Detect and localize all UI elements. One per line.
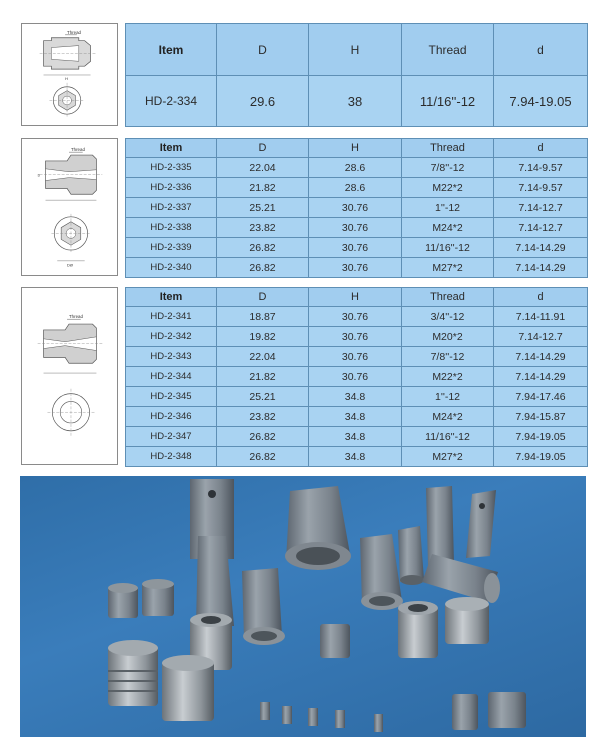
header-thread: Thread (402, 288, 494, 307)
cell-h: 28.6 (309, 158, 402, 178)
table-row (126, 258, 588, 278)
table-row (126, 407, 588, 427)
cell-item: HD-2-346 (126, 407, 217, 427)
table-row (126, 178, 588, 198)
header-h: H (309, 139, 402, 158)
cell-d-inner: 7.14-14.29 (494, 367, 588, 387)
cell-h: 30.76 (309, 307, 402, 327)
product-photo (20, 476, 586, 737)
nozzle-horizontal (422, 554, 500, 603)
cell-d-inner: 7.14-9.57 (494, 178, 588, 198)
cell-thread: M27*2 (402, 258, 494, 278)
cell-d-outer: 26.82 (217, 427, 309, 447)
header-item: Item (126, 139, 217, 158)
cell-d-outer: 19.82 (217, 327, 309, 347)
header-d-inner: d (494, 288, 588, 307)
cell-item: HD-2-335 (126, 158, 217, 178)
cell-item: HD-2-337 (126, 198, 217, 218)
table-row (126, 198, 588, 218)
table-header-row (126, 139, 588, 158)
nozzle-medium-2 (360, 534, 403, 610)
cell-item: HD-2-338 (126, 218, 217, 238)
cell-d-outer: 18.87 (217, 307, 309, 327)
threaded-fitting-1 (398, 601, 438, 658)
table-row (126, 158, 588, 178)
cell-item: HD-2-344 (126, 367, 217, 387)
drawing-1-h-label: H (65, 75, 68, 81)
cell-d-outer: 25.21 (217, 198, 309, 218)
cell-h: 30.76 (309, 327, 402, 347)
cell-d-outer: 23.82 (217, 407, 309, 427)
cell-d-inner: 7.94-15.87 (494, 407, 588, 427)
cell-thread: M22*2 (402, 367, 494, 387)
cell-d-outer: 23.82 (217, 218, 309, 238)
table-row (126, 327, 588, 347)
cell-item: HD-2-334 (126, 76, 217, 127)
cell-d-inner: 7.14-14.29 (494, 258, 588, 278)
cell-d-outer: 22.04 (217, 347, 309, 367)
cell-h: 30.76 (309, 258, 402, 278)
cell-d-inner: 7.14-12.7 (494, 327, 588, 347)
cell-d-inner: 7.94-19.05 (494, 447, 588, 467)
cell-item: HD-2-348 (126, 447, 217, 467)
header-h: H (309, 24, 402, 76)
cell-thread: 7/8''-12 (402, 347, 494, 367)
header-d-outer: D (217, 24, 309, 76)
nozzle-tall-pair (426, 486, 496, 566)
table-header-row (126, 288, 588, 307)
cell-h: 34.8 (309, 387, 402, 407)
table-row (126, 447, 588, 467)
cell-item: HD-2-339 (126, 238, 217, 258)
cell-item: HD-2-347 (126, 427, 217, 447)
cell-d-outer: 26.82 (217, 238, 309, 258)
drawing-3-thread-label: Thread (69, 314, 83, 320)
cell-thread: M22*2 (402, 178, 494, 198)
drawing-2-thread-label: Thread (70, 147, 85, 153)
cell-item: HD-2-341 (126, 307, 217, 327)
cell-item: HD-2-336 (126, 178, 217, 198)
cell-d-inner: 7.94-19.05 (494, 427, 588, 447)
nozzle-medium-1 (242, 568, 285, 645)
cell-d-inner: 7.94-19.05 (494, 76, 588, 127)
nozzle-tall-1 (190, 479, 234, 626)
header-h: H (309, 288, 402, 307)
table-row (126, 238, 588, 258)
cell-thread: 3/4''-12 (402, 307, 494, 327)
cell-thread: 11/16''-12 (402, 238, 494, 258)
table-header-row (126, 24, 588, 76)
cell-d-inner: 7.14-11.91 (494, 307, 588, 327)
cell-d-inner: 7.14-14.29 (494, 347, 588, 367)
spec-table-3 (125, 287, 588, 467)
cell-thread: M24*2 (402, 407, 494, 427)
cell-d-outer: 21.82 (217, 367, 309, 387)
spec-table-2 (125, 138, 588, 278)
cell-d-outer: 26.82 (217, 258, 309, 278)
table-row (126, 427, 588, 447)
cell-item: HD-2-343 (126, 347, 217, 367)
technical-drawing-3 (21, 287, 118, 465)
cell-d-inner: 7.14-12.7 (494, 218, 588, 238)
spec-table-1 (125, 23, 588, 127)
cell-thread: 1''-12 (402, 387, 494, 407)
cell-d-inner: 7.94-17.46 (494, 387, 588, 407)
cell-h: 30.76 (309, 238, 402, 258)
cell-d-inner: 7.14-9.57 (494, 158, 588, 178)
cell-thread: M27*2 (402, 447, 494, 467)
table-row (126, 367, 588, 387)
threaded-fitting-4 (108, 640, 158, 706)
cell-h: 34.8 (309, 447, 402, 467)
cell-h: 30.76 (309, 347, 402, 367)
threaded-fitting-2 (445, 597, 489, 644)
header-d-inner: d (494, 139, 588, 158)
drawing-2-d-label: D (37, 173, 41, 178)
header-item: Item (126, 24, 217, 76)
cell-d-outer: 29.6 (217, 76, 309, 127)
cell-h: 30.76 (309, 367, 402, 387)
drawing-1-thread-label: Thread (67, 29, 81, 35)
header-item: Item (126, 288, 217, 307)
header-d-inner: d (494, 24, 588, 76)
technical-drawing-1 (21, 23, 118, 126)
cell-thread: 11/16''-12 (402, 427, 494, 447)
cell-h: 30.76 (309, 218, 402, 238)
cell-d-outer: 25.21 (217, 387, 309, 407)
header-d-outer: D (217, 288, 309, 307)
cell-item: HD-2-345 (126, 387, 217, 407)
table-row (126, 387, 588, 407)
header-d-outer: D (217, 139, 309, 158)
cell-item: HD-2-340 (126, 258, 217, 278)
cell-d-inner: 7.14-14.29 (494, 238, 588, 258)
cell-thread: 11/16''-12 (402, 76, 494, 127)
table-row (126, 347, 588, 367)
cell-h: 34.8 (309, 407, 402, 427)
cell-d-outer: 26.82 (217, 447, 309, 467)
drawing-2-dia-label: DØ (67, 262, 73, 268)
cell-thread: M20*2 (402, 327, 494, 347)
cell-h: 34.8 (309, 427, 402, 447)
cell-item: HD-2-342 (126, 327, 217, 347)
threaded-fitting-5 (162, 655, 214, 721)
cell-d-inner: 7.14-12.7 (494, 198, 588, 218)
tiny-nozzles (260, 702, 383, 732)
cell-thread: 1''-12 (402, 198, 494, 218)
nozzle-small-pair (398, 526, 424, 585)
cell-d-outer: 22.04 (217, 158, 309, 178)
table-row (126, 76, 588, 127)
cell-h: 28.6 (309, 178, 402, 198)
table-row (126, 307, 588, 327)
cell-h: 30.76 (309, 198, 402, 218)
cell-thread: 7/8''-12 (402, 158, 494, 178)
nozzle-large-tube (285, 486, 351, 570)
header-thread: Thread (402, 139, 494, 158)
technical-drawing-2 (21, 138, 118, 276)
cell-thread: M24*2 (402, 218, 494, 238)
cell-h: 38 (309, 76, 402, 127)
header-thread: Thread (402, 24, 494, 76)
table-row (126, 218, 588, 238)
cell-d-outer: 21.82 (217, 178, 309, 198)
